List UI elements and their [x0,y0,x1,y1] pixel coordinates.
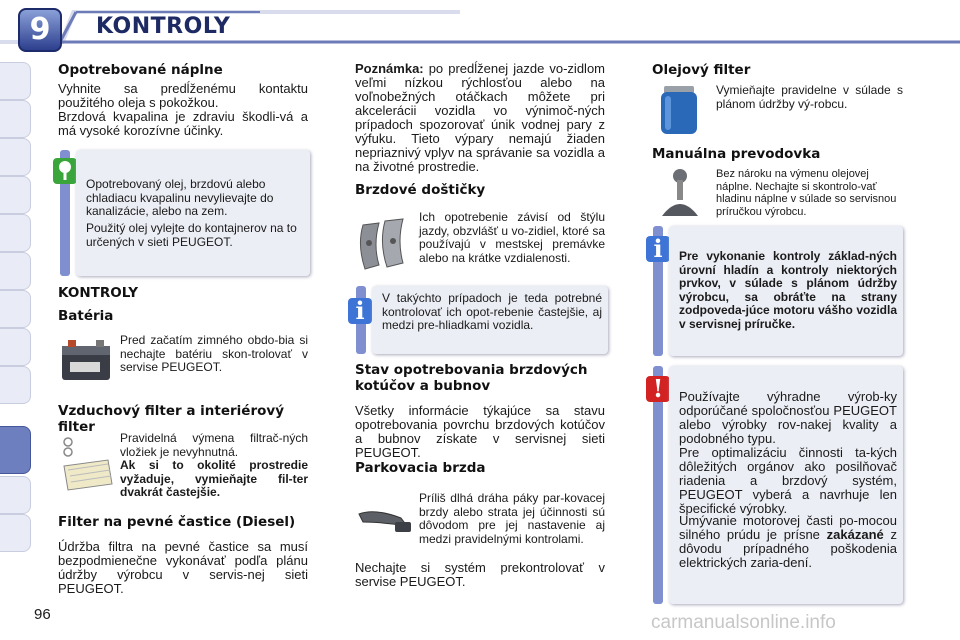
side-tab-9[interactable] [0,366,31,404]
oil-filter-illustration [656,84,702,141]
battery-illustration [58,334,114,389]
gearbox-illustration [656,168,702,225]
side-tab-5[interactable] [0,214,31,252]
side-tab-4[interactable] [0,176,31,214]
used-fluids-paragraph-2: Brzdová kvapalina je zdraviu škodli-vá a má vysoké korozívne účinky. [58,109,308,138]
warning-p3-bold: zakázané [826,527,884,542]
side-tab-12[interactable] [0,514,31,552]
info-icon: i [646,236,670,262]
side-tab-1[interactable] [0,62,31,100]
env-box-paragraph-2: Použitý olej vylejte do kontajnerov na to určených v sieti PEUGEOT. [86,221,297,249]
brake-discs-title: Stav opotrebovania brzdových kotúčov a bubnov [355,362,588,394]
environment-info-box [76,150,310,276]
air-filter-text: Pravidelná výmena filtrač-ných vložiek je nevyhnutná. [120,431,308,459]
chapter-title: KONTROLY [96,14,231,39]
chapter-number-badge: 9 [18,8,62,52]
brake-pads-info-text: V takýchto prípadoch je teda potrebné kontrolovať ich opot-rebenie častejšie, aj medzi pre-hliadkami vozidla. [382,291,602,332]
side-tab-3[interactable] [0,138,31,176]
particle-filter-title: Filter na pevné častice (Diesel) [58,514,296,530]
service-info-text: Pre vykonanie kontroly základ-ných úrovní hladín a kontroly niektorých prvkov, v súlade s plánom údržby výrobcu, sa obráťte na strany zodpoveda-júce motoru vášho vozidla v servisnej príručke. [679,249,897,331]
parking-brake-text-2: Nechajte si systém prekontrolovať v servise PEUGEOT. [355,560,605,589]
checks-title: KONTROLY [58,285,138,301]
brake-discs-text: Všetky informácie týkajúce sa stavu opotrebovania povrchu brzdových kotúčov a bubnov získate v servisnej sieti PEUGEOT. [355,403,605,460]
warning-paragraph-1: Používajte výhradne výrob-ky odporúčané spoločnosťou PEUGEOT alebo výrobky rov-nakej kvality a podobného typu. [679,389,897,446]
note-paragraph [355,62,605,174]
tree-icon [53,158,77,184]
warning-p3-end: z dôvodu prípadného poškodenia elektrických zaria-dení. [679,527,897,570]
service-info-box [669,226,903,356]
warning-box [669,366,903,604]
warning-paragraph-3 [679,514,897,570]
note-label: Poznámka: [355,61,424,76]
brake-pads-text: Ich opotrebenie závisí od štýlu jazdy, obzvlášť u vo-zidiel, ktoré sa používajú v mestskej premávke alebo na krátke vzdialenosti. [419,210,605,265]
exclamation-icon: ! [646,376,670,402]
battery-title: Batéria [58,308,114,324]
particle-filter-text: Údržba filtra na pevné častice sa musí bezpodmienečne vykonávať podľa plánu údržby výrobcu v servis-nej sieti PEUGEOT. [58,539,308,596]
side-tab-2[interactable] [0,100,31,138]
watermark: carmanualsonline.info [651,612,836,633]
env-box-paragraph-1: Opotrebovaný olej, brzdovú alebo chladiacu kvapalinu nevylievajte do kanalizácie, alebo na zem. [86,177,274,218]
brake-pads-illustration [355,215,411,280]
gearbox-title: Manuálna prevodovka [652,146,821,162]
side-tab-11[interactable] [0,476,31,514]
warning-p3-start: Umývanie motorovej časti po-mocou silného prúdu je prísne [679,513,897,542]
gearbox-text: Bez nároku na výmenu olejovej náplne. Nechajte si skontrolo-vať hladinu náplne v súlade so servisnou príručkou výrobcu. [716,168,897,218]
side-tab-7[interactable] [0,290,31,328]
used-fluids-title: Opotrebované náplne [58,62,223,78]
oil-filter-text: Vymieňajte pravidelne v súlade s plánom údržby vý-robcu. [716,83,903,111]
page-number: 96 [34,606,51,623]
parking-brake-illustration [355,500,415,545]
air-filter-title: Vzduchový filter a interiérový filter [58,403,284,435]
note-text: po predĺženej jazde vo-zidlom veľmi nízkou rýchlosťou alebo na voľnobežných otáčkach môžete pri akcelerácii vozidla vo výnimoč-ných prípadoch spozorovať únik vodnej pary z výfuku. Tieto výpary nemajú žiaden nepriaznivý vplyv na správanie sa vozidla a na životné prostredie. [355,61,605,174]
brake-pads-title: Brzdové doštičky [355,182,486,198]
side-tab-active-chapter[interactable] [0,426,31,474]
info-icon: i [348,298,372,324]
brake-pads-info-box [372,286,608,354]
cabin-filter-illustration [58,436,116,499]
parking-brake-title: Parkovacia brzda [355,460,486,476]
battery-text: Pred začatím zimného obdo-bia si nechajte batériu skon-trolovať v servise PEUGEOT. [120,333,308,374]
used-fluids-paragraph-1: Vyhnite sa predĺženému kontaktu použitého oleja s pokožkou. [58,81,308,110]
side-tab-6[interactable] [0,252,31,290]
side-tab-8[interactable] [0,328,31,366]
parking-brake-text: Príliš dlhá dráha páky par-kovacej brzdy alebo strata jej účinnosti sú dôvodom pre jej nastavenie aj medzi pravidelnými kontrolami. [419,491,605,546]
air-filter-bold-text: Ak si to okolité prostredie vyžaduje, vymieňajte fil-ter dvakrát častejšie. [120,458,308,499]
oil-filter-title: Olejový filter [652,62,751,78]
warning-paragraph-2: Pre optimalizáciu činnosti ta-kých dôležitých orgánov ako posilňovač riadenia a brzdový systém, PEUGEOT vyberá a navrhuje len špecifické výrobky. [679,445,897,516]
